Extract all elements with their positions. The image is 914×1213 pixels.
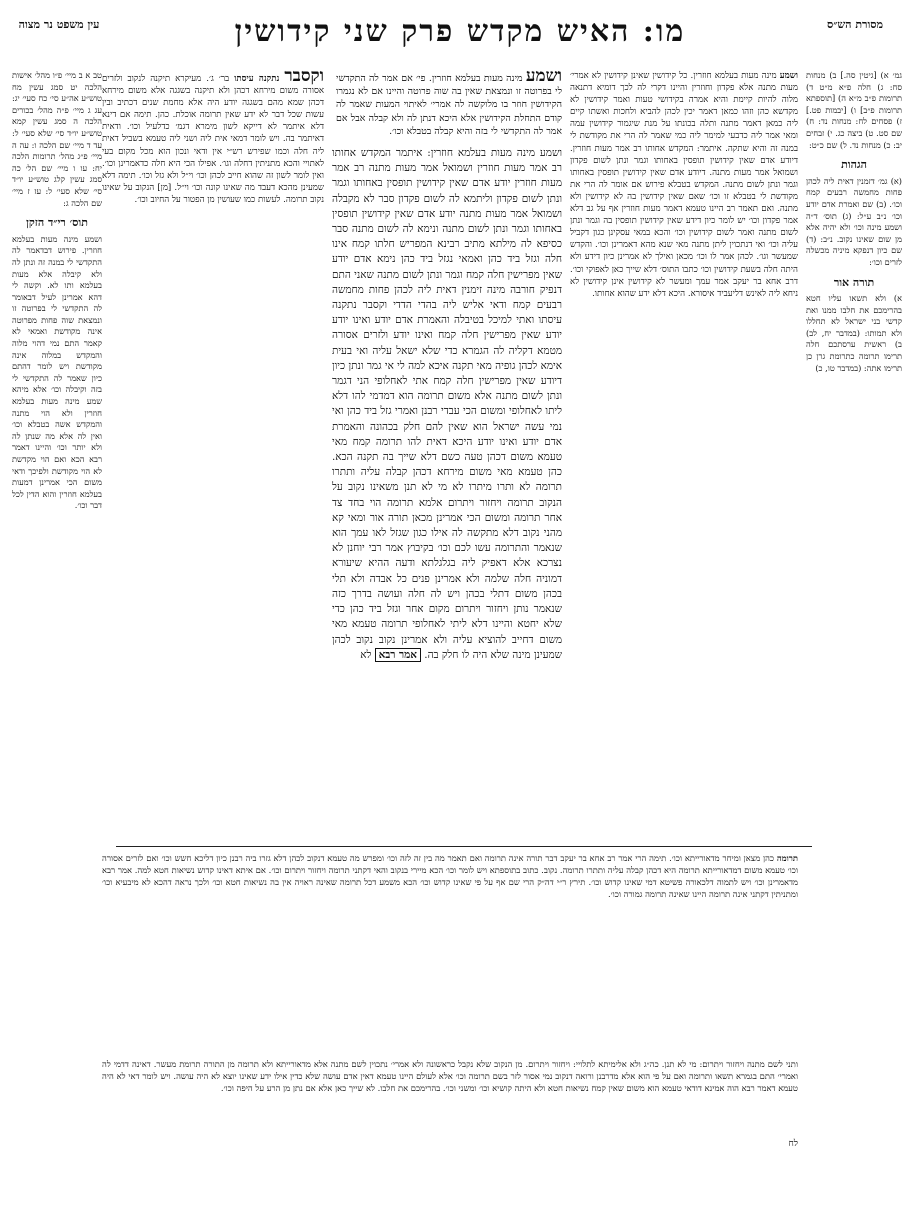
rashi-opening-word: ושמע	[779, 71, 798, 81]
gemara-closing-word: תרומה	[776, 853, 798, 863]
gemara-text-part1: ושמע מינה מעות בעלמא חוזרין: איתמר המקדש אחותו רב אמר מעות חוזרין ושמואל אמר מעות מתנה רב אמר מעות חוזרין יודע אדם שאין קידושין תופסין באחותו וגמר ונתן לשום פקדון וליתמא לה לשום פקדון סבר לא מקבלה ושמואל אמר מעות מתנה יודע אדם שאין קידושין תופסין באחותו וגמר ונתן לשום מתנה ונימא לה לשום מתנה סבר כסיפא לה מילתא מתיב רבינא המפריש חלתו קמח אינו חלה וגזל ביד כהן ואמאי נגזל ביד כהן נימא אדם יודע שאין מפרישין חלה קמח וגמר ונתן לשום מתנה שאני התם דנפיק חורבה מינה זימנין דאית ליה לכהן פחות מחמשה רבעים קמח ודאי אליש ליה בהדי הדדי וקסבר נתקנה עיסתו ואתי למיכל בטיבלה והאמרת אדם יודע ואינו יודע יודע שאין מפרישין חלה קמח ואינו יודע ולזרים אסורה מטמא דקליה לה הגמרא כדי שלא ישאל עליה ואי בעית אימא לכהן גופיה מאי תקנה איכא למה לי אי גמר ונתן כיון דיודע שאין מפרישין חלה קמח אתי לאחלופי הני דגמר ונתן לשום מתנה אלא משום תרומה הוא דמדמי להו דלא ליתו לאחלופי ומשום הכי עבדי רבנן ואמרי גזל ביד כהן ואי נמי עשה ישראל הוא שאין להם חלק בכהונה והאמרת אדם יודע ואינו יודע היכא דאית להו תרומה קמח מאי טעמא משום דכהן טעה כשם דלא שייך בה תקנה הכא.	[332, 147, 562, 464]
masoret-text: גמ׳ א) [גיטין סה.] ב) מנחות סח: ג) חלה פ״א מ״ט ד) תרומות פ״ב מ״א ה) [תוספתא תרומות פ״ב] ו) [יבמות פט.] ז) פסחים לח: מנחות נד: ח) שם סט. ט) ביצה כג. י) זבחים יב: כ) מנחות נד. ל) שם כ״ט:	[806, 70, 902, 150]
tosafot-opening-suffix: נתקנה עיסתו	[234, 74, 280, 84]
tosafot-opening-word: וקסבר	[284, 70, 324, 86]
gemara-text-part2: כהן טעמא מאי משום מירחא דכהן קבלה עליה ותתרו תרומה לא ותרו מיתרו לא מי לא תנן משאינו נקוב על הנקוב תרומה ויחזור ויתרום אלמא תרומה הוי בחד צד אחר תרומה ומשום הכי אמרינן מכאן תורה אור ומאי קא מהני נקוב דלא מתקשה לה אילו כגון שגזל לאו עמך הוא שנאמר והתרומה עשו לכם וכו׳ בקיבוץ אמר רבי יוחנן לא נצרכא אלא דאפיק ליה בגלגלתא ודעה ההיא שיעורא דמוניה חלה שלמה ולא אמרינן פנים כל אבדה ולא תלי בכהן משום דתלי בכהן ויש לה חלה ועושה בדרך כזה שנאמר נותן ויחזור ויתרום מקום אחר וגזל ביד כהן כדי שלא יחטא והיינו דלא ליתי לאחלופי תרומה טעמא מאי משום דחייב להוציא עליה ולא אמרינן נקוב נקוב לכהן שמעינן מינה שלא היה לו חלק בה.	[332, 466, 562, 661]
mishna-opening-word: ושמע	[525, 70, 562, 86]
outer-left-column	[12, 70, 102, 570]
page-mark	[102, 1138, 798, 1154]
tosafot-opening-block	[102, 70, 324, 206]
gemara-column	[332, 146, 562, 838]
tosafot-text3: אם איתא דאינו קדוש נשיאות חטא למה. אמר רבא מדאמרינן וכו׳ ויש לתמוה דלכאורה פשיטא דמי שאינו קדוש וכו׳. תירץ ר״י דה״ק הרי שם אף על פי שאינו קדוש וכו׳ הכא משמע דכל תרומה שאינה ראויה אין בה נשיאות חטא וכו׳ ולכך נראה דהכא לא מיבעיא וכו׳ ומתניתין דקתני אינה תרומה היינו שאינה תרומה גמורה וכו׳.	[102, 865, 798, 899]
rashi-column	[570, 70, 798, 840]
page-header	[0, 12, 914, 68]
torah-or-text: א) ולא תשאו עליו חטא בהרימכם את חלבו ממנו ואת קדשי בני ישראל לא תחללו ולא תמותו: (במדבר יח, לב) ב) ראשית ערסתכם חלה תרימו תרומה כתרומת גרן כן תרימו אתה: (במדבר טו, כ)	[806, 293, 902, 373]
gemara-last-word: לא	[360, 648, 372, 661]
tosafot-bottom-line: ויש לומר דאי לא היה טעמא דאמר רבא הוה אמינא דודאי טעמא הוא משום שאין קמח נשיאות חטא ולא היתה קושיא וכו׳ ומשני וכו׳. בהרימכם את חלבו. לא שייך כאן אלא אם נתן מן הרע על היפה וכו׳.	[102, 1071, 798, 1093]
ein-mishpat-label: עין משפט נר מצוה	[18, 18, 100, 31]
torah-or-title: תורה אור	[833, 275, 875, 289]
mishna-text: מינה מעות בעלמא חוזרין. פי׳ אם אמר לה התקדשי לי בפרוטה זו ונמצאת שאין בה שוה פרוטה והיינו אם לא נגמרו הקידושין חוזר בו מלוקשה לה אמרי׳ לאיתוי המעות שאמר לה קודם התחלת הקידושין אלא היכא דנתן לה ולא קבלה אבל אם אמר לה התקדשי לי בזה והיא קבלה בטבלא וכו׳.	[336, 73, 562, 137]
tosafot-text: בר׳ ג׳. מעיקרא תיקנה לנקוב ולזרים אסורה משום מירחא דכהן ולא תיקנה בשגגה אלא משום מירחא דכהן שמא מהם בשגגה יודע היה אלא מחמת שנים דכתיב ובין עשות שכל דבר לא ידע שאין תרומה אוכלת. כהן. תימה אם דינא דלא איתמר לא דייקא לשון מימרא דגמ׳ כדלעיל וכו׳. ודאית דאיתמר בה. ויש לומר דמאי אית ליה ושני ליה טעמא בשביל דאית ליה חלה וכמו שפירש רש״י אין ודאי ונכון הוא מכל מקום בעי לאתויי והכא מתניתין דחלה וגו׳. אפילו הכי היא חלה כדאמרינן וכו׳. ואין לומר לשון זה שהוא חייב לכהן וכו׳ וי״ל ולא גזל וכו׳. תימה דלא שמעינן מהכא דעבד מה שאינו קונה וכו׳ וי״ל. [מן] הנקוב על שאינו נקוב תרומה. לעשות כמו שעושין מן הפטור על החיוב וכו׳.	[102, 74, 324, 205]
page-mark-text: לח	[788, 1139, 798, 1149]
page-title: מו: האיש מקדש פרק שני קידושין	[234, 14, 686, 49]
bottom-center-block	[102, 1058, 798, 1136]
tosafot-text2: כהן מצאן ומיחר מדאורייתא וכו׳. תימה הרי אמר רב אחא בר יעקב דבר תורה אינה תרומה ואם תאמר מה בין זה לזה וכו׳ ומפרש מה טעמא דנקוב לכהן דלא גזרו ביה רבנן כיון דליכא חשש וכו׳ ואם לזרים אסורה וכו׳ טעמא משום דמדאורייתא תרומה היא דכהן קבלה עליה ותתרו תרומה. נקוב. כתוב בתוספתא ויש לומר וכו׳ הכא מיירי בנקוב והאי דקתני תרומה ויחזור ויתרום וכו׳.	[102, 853, 798, 875]
masoret-hashas-label: מסורת הש״ס	[826, 18, 884, 31]
hagahot-text: (א) גמ׳ דזמנין דאית ליה לכהן פחות מחמשה רבעים קמח וכו׳. (ב) שם ואמרת אדם יודע וכו׳ נ״ב ע״ל: (ג) תוס׳ ד״ה ושמע מינה וכו׳ ולא יהיה אלא מן שום שאינו נקוב. נ״ב: (ד) שם כיון דנפקא מיניה מכשלה לזרים וכו׳:	[806, 175, 902, 267]
bottom-center-text: ותני לשם מתנה ויחזור ויתרום: מי לא תנן. כה״ג ולא אלימיתא לתלויי: ויחזור ויתרום. מן הנקוב שלא נקבל כראשונה ולא אמרי׳ נתכוין לשם מתנה אלא מדאורייתא ולא תרומה מן התורה תרומת מעשר. דאינה דדמי לה ואמרי׳ התם בגמרא תשאו ותרומה ואם על פי הוא אלא מדרבנן ורואה דנקוב נמי אסור לזר בשם תרומה וכו׳ אלא לעולם היינו טעמא דאין אדם עושה שלא כדין אילו ידע שאינו יוצא לא היה עושה.	[102, 1059, 798, 1081]
hagahot-title: הגהות	[841, 158, 867, 172]
lower-divider	[116, 846, 812, 847]
tosafot-column	[102, 70, 324, 840]
tosafot-rid-title: תוס׳ רי״ד הזקן	[26, 216, 88, 230]
tosafot-rid-text: ושמע מינה מעות בעלמא חוזרין. פירוש דבדאמר לה התקדשי לי במנה זה ונתן לה ולא קיבלה אלא מעות בעלמא ותו לא. וקשה לי דהא אמרינן לעיל דבאומר לה התקדשי לי בפרוטה זו ונמצאת שוה פחות מפרוטה אינה מקודשת ואמאי לא קאמר התם נמי דהוי מלוה והמקדש במלוה אינה מקודשת ויש לומר דהתם כיון שאמר לה התקדשי לי בזה וקיבלה וכו׳ אלא מיהא שמע מינה מעות בעלמא חוזרין ולא הוי מתנה והמקדש אשה בטבלא וכו׳ ואין לה אלא מה שנתן לה ולא יותר וכו׳ והיינו דאמר רבא הכא ואם הוי מקדשת לא הוי מקודשת ולפיכך ודאי משום הכי אמרינן דמעות בעלמא חוזרין והוא הדין לכל דבר וכו׳.	[12, 233, 102, 511]
ein-mishpat-text: טב א ב מיי׳ פ״ו מהל׳ אישות הלכה יט סמג עשין מח טוש״ע אה״ע סי׳ כח סעי׳ יג: עג ג מיי׳ פ״ה מהל׳ בכורים הלכה ה סמג עשין קמא טוש״ע יו״ד סי׳ שלא סעי׳ ל: עד ד מיי׳ שם הלכה ו: עה ה מיי׳ פ״ג מהל׳ תרומות הלכה יח: עו ו מיי׳ שם הל׳ כה סמג עשין קלג טוש״ע יו״ד סי׳ שלא סעי׳ ל: עז ז מיי׳ שם הלכה ג:	[12, 70, 102, 208]
gemara-boxed-phrase: אמר רבא	[375, 648, 421, 662]
lower-commentary-block	[102, 852, 798, 1052]
rashi-text: מינה מעות בעלמא חוזרין. כל קידושין שאינן קידושין לא אמרי׳ מעות מתנה אלא פקדון וחוזרין והיינו דקרי לה לכך דומיא דתנאה מלוה להיות קיימת והיא אמרה בקידושי טעות ואמר קידושין לא מקדשא כהן וזהו כמאן דאמר יכין לכהן להביא ולחכות ואשתו קיים ליה כמאן דאמר מתנה ותלה בכונתו על מנת שיגמור קידושין עמה ומאי אמר ליה כדבעי למימר ליה כמי שאמר לה הרי את מקודשת לי במנה זה והיא שתקה. איתמר: המקדש אחותו רב אמר מעות חוזרין. דיודע אדם שאין קידושין תופסין באחותו וגמר ונתן לשום פקדון ושמואל אמר מעות מתנה. דיודע אדם שאין קידושין תופסין באחותו וגמר ונתן לשום מתנה. המקדש בטבלא פירוש אם אומר לה הרי את מקודשת לי בטבלא זו וכו׳ שאם שאין קידושין בה לא קידושין ולא מתנה. ואם תאמר רב היינו טעמא דאמר מעות חוזרין אף על גב דלא אמר פקדון וכו׳ יש לומר כיון דידע שאין קידושין תופסין בה וגמר ונתן לשום מתנה ואמר לשום קידושין וכו׳ והכא במאי עסקינן כגון דקביל עליה וכו׳ ואי דנתכוין ליתן מתנה מאי שנא מהא דאמרינן וכו׳. והקדש שמעשר וגו׳. לכהן אמר לו וכו׳ מכאן ואילך לא אמרינן כיון דידע ולא היתה חלה בשעת קידושין וכו׳ כתבו התוס׳ דלא שייך כאן לאפוקי וכו׳. דרב אחא בר יעקב אמר עמך ומעשר לא קידושין אינן קידושין לא ניחא ליה לאינש דליעביד איסורא. היכא דלא ידע שהוא אחותו.	[570, 71, 798, 299]
outer-right-column	[806, 70, 902, 590]
mishna-header-block	[336, 70, 562, 140]
